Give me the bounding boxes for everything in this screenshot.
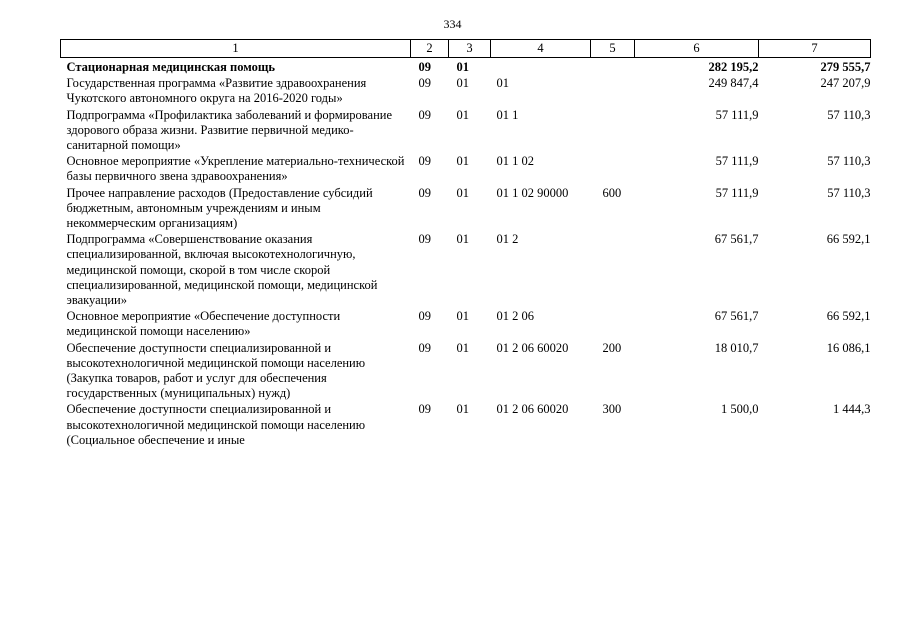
row-subsection: 01 bbox=[456, 185, 469, 200]
row-amount-2: 16 086,1 bbox=[826, 340, 871, 355]
row-target-code: 01 bbox=[496, 76, 509, 91]
row-amount-2: 57 110,3 bbox=[827, 185, 871, 200]
row-subsection: 01 bbox=[456, 340, 469, 355]
row-expense-type bbox=[591, 232, 635, 309]
header-col-2: 2 bbox=[411, 40, 449, 58]
budget-table bbox=[60, 39, 871, 449]
row-target-code: 01 2 06 60020 bbox=[496, 340, 569, 355]
header-col-6: 6 bbox=[635, 40, 759, 58]
row-amount-2: 1 444,3 bbox=[833, 402, 871, 417]
row-section: 09 bbox=[418, 402, 431, 417]
header-col-7: 7 bbox=[759, 40, 871, 58]
row-target-code: 01 2 06 60020 bbox=[496, 402, 569, 417]
row-expense-type bbox=[591, 58, 635, 77]
row-amount-1: 249 847,4 bbox=[708, 76, 759, 91]
row-amount-1: 67 561,7 bbox=[714, 309, 759, 324]
row-section: 09 bbox=[418, 76, 431, 91]
row-amount-1: 67 561,7 bbox=[714, 232, 759, 247]
row-subsection: 01 bbox=[456, 60, 469, 74]
row-name: Государственная программа «Развитие здравоохранения Чукотского автономного округа на 2016-2020 годы» bbox=[66, 76, 367, 106]
row-amount-2: 66 592,1 bbox=[826, 232, 871, 247]
page-number: 334 bbox=[443, 17, 462, 31]
row-section: 09 bbox=[418, 107, 431, 122]
row-target-code: 01 1 02 bbox=[496, 154, 534, 169]
table-row bbox=[61, 154, 871, 185]
table-row bbox=[61, 108, 871, 155]
row-subsection: 01 bbox=[456, 107, 469, 122]
table-row bbox=[61, 402, 871, 449]
row-amount-1: 57 111,9 bbox=[715, 107, 759, 122]
row-amount-1: 57 111,9 bbox=[715, 154, 759, 169]
table-row bbox=[61, 232, 871, 309]
row-name: Подпрограмма «Профилактика заболеваний и формирование здорового образа жизни. Развитие первичной медико-санитарной помощи» bbox=[66, 107, 393, 153]
header-row bbox=[61, 40, 871, 58]
row-section: 09 bbox=[418, 60, 431, 74]
row-name: Прочее направление расходов (Предоставление субсидий бюджетным, автономным учреждениям и иным некоммерческим организациям) bbox=[66, 185, 373, 231]
row-subsection: 01 bbox=[456, 402, 469, 417]
header-col-3: 3 bbox=[449, 40, 491, 58]
row-expense-type bbox=[591, 108, 635, 155]
row-amount-2: 247 207,9 bbox=[820, 76, 871, 91]
row-name: Обеспечение доступности специализированной и высокотехнологичной медицинской помощи населению (Социальное обеспечение и иные bbox=[66, 402, 366, 447]
row-amount-1: 18 010,7 bbox=[714, 340, 759, 355]
row-expense-type: 600 bbox=[602, 185, 622, 200]
row-section: 09 bbox=[418, 232, 431, 247]
row-amount-1: 1 500,0 bbox=[721, 402, 759, 417]
row-subsection: 01 bbox=[456, 154, 469, 169]
table-row bbox=[61, 309, 871, 340]
row-amount-1: 57 111,9 bbox=[715, 185, 759, 200]
row-target-code: 01 1 bbox=[496, 107, 519, 122]
table-row bbox=[61, 58, 871, 77]
row-target-code: 01 2 bbox=[496, 232, 519, 247]
row-name: Основное мероприятие «Укрепление материально-технической базы первичного звена здравоохранения» bbox=[66, 154, 405, 184]
table-row bbox=[61, 76, 871, 107]
row-amount-2: 57 110,3 bbox=[827, 154, 871, 169]
row-name: Стационарная медицинская помощь bbox=[66, 60, 276, 74]
row-target-code bbox=[491, 58, 591, 77]
row-name: Основное мероприятие «Обеспечение доступности медицинской помощи населению» bbox=[66, 309, 341, 339]
row-amount-2: 66 592,1 bbox=[826, 309, 871, 324]
table-row bbox=[61, 341, 871, 403]
row-section: 09 bbox=[418, 185, 431, 200]
row-amount-1: 282 195,2 bbox=[708, 60, 759, 74]
row-name: Обеспечение доступности специализированной и высокотехнологичной медицинской помощи населению (Закупка товаров, работ и услуг для обеспечения государственных (муниципальных) нужд) bbox=[66, 340, 366, 401]
row-name: Подпрограмма «Совершенствование оказания специализированной, включая высокотехнологичную, медицинской помощи, скорой в том числе скорой специализированной, медицинской помощи, медицинской эвакуации» bbox=[66, 232, 378, 308]
row-subsection: 01 bbox=[456, 232, 469, 247]
row-section: 09 bbox=[418, 340, 431, 355]
row-section: 09 bbox=[418, 309, 431, 324]
row-subsection: 01 bbox=[456, 309, 469, 324]
table-body bbox=[61, 58, 871, 450]
row-expense-type: 300 bbox=[602, 402, 622, 417]
table-row bbox=[61, 186, 871, 233]
header-col-4: 4 bbox=[491, 40, 591, 58]
row-amount-2: 279 555,7 bbox=[820, 60, 871, 74]
row-expense-type: 200 bbox=[602, 340, 622, 355]
row-expense-type bbox=[591, 309, 635, 340]
row-subsection: 01 bbox=[456, 76, 469, 91]
header-col-1: 1 bbox=[61, 40, 411, 58]
header-col-5: 5 bbox=[591, 40, 635, 58]
row-target-code: 01 2 06 bbox=[496, 309, 534, 324]
row-amount-2: 57 110,3 bbox=[827, 107, 871, 122]
row-expense-type bbox=[591, 76, 635, 107]
row-section: 09 bbox=[418, 154, 431, 169]
row-target-code: 01 1 02 90000 bbox=[496, 185, 569, 200]
row-expense-type bbox=[591, 154, 635, 185]
